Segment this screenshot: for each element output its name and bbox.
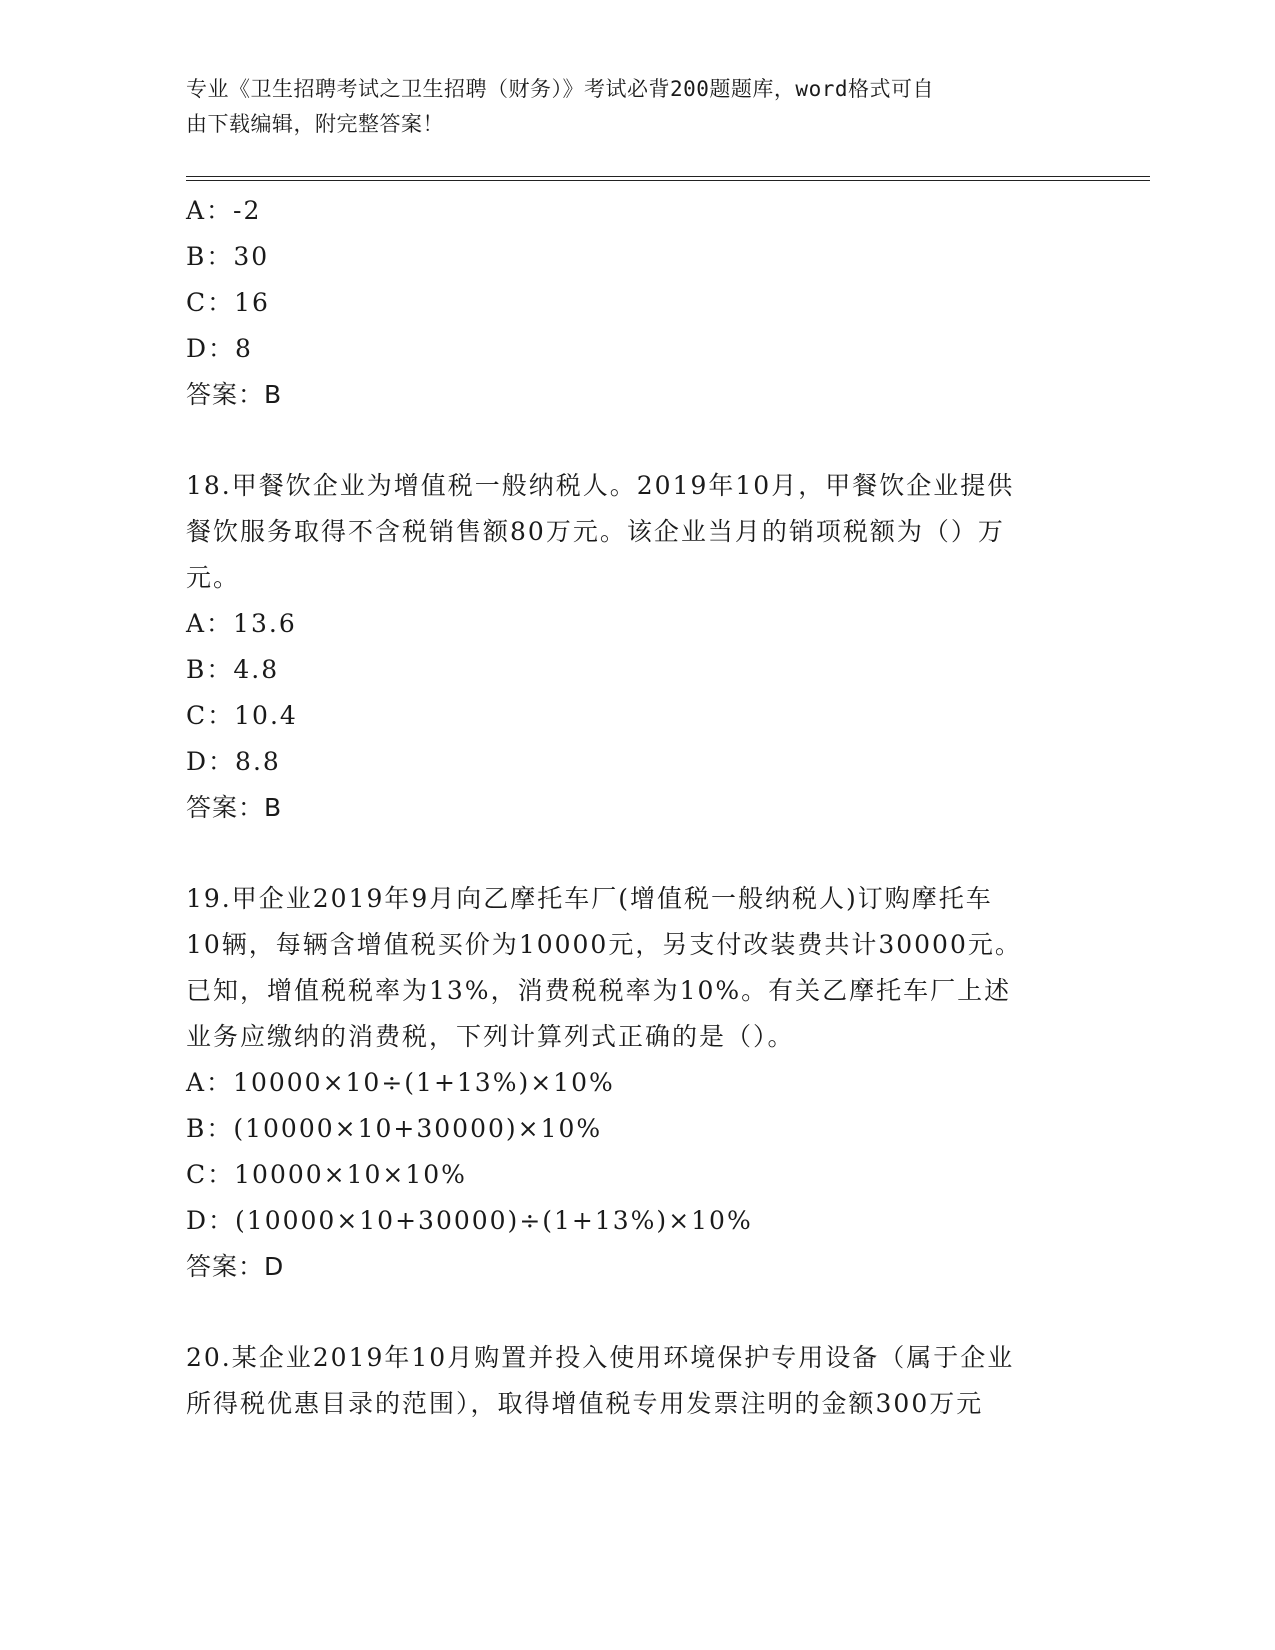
spacer [186,418,1086,463]
document-header [186,72,1066,142]
question-19 [186,876,1086,1290]
option-b: B：(10000×10+30000)×10% [186,1114,603,1143]
question-text-line: 18.甲餐饮企业为增值税一般纳税人。2019年10月，甲餐饮企业提供 [186,471,1015,500]
answer-line: 答案：D [186,1252,285,1281]
option-c: C：16 [186,288,270,317]
document-body [186,188,1086,1427]
option-d: D：8 [186,334,253,363]
question-text-line: 餐饮服务取得不含税销售额80万元。该企业当月的销项税额为（）万 [186,517,1005,546]
question-17-tail [186,188,1086,418]
question-text-line: 元。 [186,563,241,592]
question-text-line: 20.某企业2019年10月购置并投入使用环境保护专用设备（属于企业 [186,1343,1015,1372]
question-text-line: 19.甲企业2019年9月向乙摩托车厂(增值税一般纳税人)订购摩托车 [186,884,993,913]
question-20 [186,1335,1086,1427]
spacer [186,831,1086,876]
option-a: A：-2 [186,196,262,225]
option-b: B：4.8 [186,655,280,684]
question-text-line: 已知，增值税税率为13%，消费税税率为10%。有关乙摩托车厂上述 [186,976,1012,1005]
option-c: C：10.4 [186,701,298,730]
answer-line: 答案：B [186,793,283,822]
option-c: C：10000×10×10% [186,1160,467,1189]
option-d: D：8.8 [186,747,281,776]
header-line-2: 由下载编辑，附完整答案！ [186,112,444,136]
option-a: A：10000×10÷(1+13%)×10% [186,1068,615,1097]
option-d: D：(10000×10+30000)÷(1+13%)×10% [186,1206,753,1235]
answer-line: 答案：B [186,380,283,409]
question-text-line: 业务应缴纳的消费税，下列计算列式正确的是（）。 [186,1022,795,1051]
spacer [186,1290,1086,1335]
option-b: B：30 [186,242,270,271]
option-a: A：13.6 [186,609,297,638]
header-divider [186,176,1150,181]
header-line-1: 专业《卫生招聘考试之卫生招聘（财务）》考试必背200题题库，word格式可自 [186,77,934,101]
question-18 [186,463,1086,831]
question-text-line: 10辆，每辆含增值税买价为10000元，另支付改装费共计30000元。 [186,930,1022,959]
question-text-line: 所得税优惠目录的范围），取得增值税专用发票注明的金额300万元 [186,1389,984,1418]
